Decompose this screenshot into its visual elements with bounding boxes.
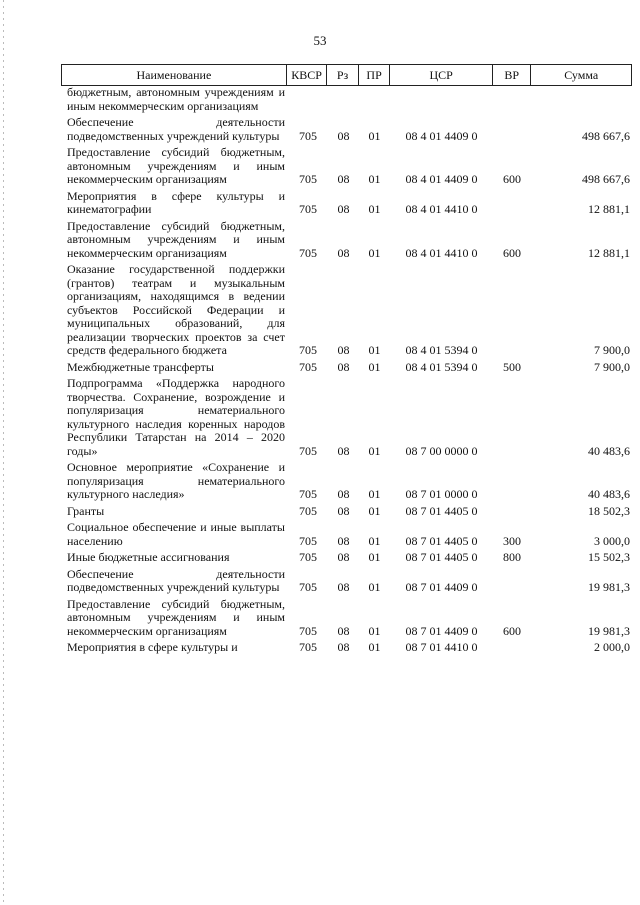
cell-kvsr: 705 bbox=[299, 640, 317, 654]
cell-sum: 19 981,3 bbox=[588, 623, 630, 638]
cell-rz: 08 bbox=[337, 443, 350, 458]
page-number: 53 bbox=[313, 33, 327, 48]
table-body bbox=[61, 86, 632, 655]
cell-vr bbox=[493, 505, 531, 519]
cell-name: Гранты bbox=[67, 503, 105, 518]
cell-kvsr: 705 bbox=[299, 580, 317, 594]
cell-name: Иные бюджетные ассигнования bbox=[67, 550, 230, 564]
cell-csr: 08 7 01 4405 0 bbox=[405, 550, 478, 564]
cell-sum: 15 502,3 bbox=[588, 550, 630, 564]
cell-vr: 500 bbox=[503, 359, 521, 374]
cell-rz: 08 bbox=[337, 503, 350, 518]
table-row bbox=[61, 568, 632, 595]
scan-edge-dots bbox=[3, 0, 4, 905]
cell-pr: 01 bbox=[368, 245, 381, 260]
cell-csr bbox=[390, 86, 493, 113]
cell-rz: 08 bbox=[337, 623, 350, 638]
cell-rz: 08 bbox=[337, 550, 350, 564]
cell-kvsr: 705 bbox=[299, 533, 317, 548]
cell-kvsr: 705 bbox=[299, 623, 317, 638]
cell-rz: 08 bbox=[337, 640, 350, 654]
cell-rz: 08 bbox=[337, 580, 350, 594]
cell-vr: 800 bbox=[503, 550, 521, 564]
cell-vr bbox=[493, 461, 531, 502]
cell-vr: 600 bbox=[503, 245, 521, 260]
cell-sum bbox=[531, 86, 632, 113]
cell-name: Предоставление субсидий бюджетным, автономным учреждениям и иным некоммерческим организациям bbox=[67, 218, 285, 260]
cell-vr bbox=[493, 263, 531, 358]
table-row bbox=[61, 461, 632, 502]
cell-pr: 01 bbox=[368, 640, 381, 654]
header-kvsr: КВСР bbox=[286, 65, 326, 85]
cell-name: Мероприятия в сфере культуры и кинематографии bbox=[67, 188, 285, 216]
cell-kvsr: 705 bbox=[299, 503, 317, 518]
cell-vr: 300 bbox=[503, 533, 521, 548]
cell-sum: 3 000,0 bbox=[594, 533, 630, 548]
cell-csr: 08 7 01 4409 0 bbox=[405, 623, 478, 638]
cell-kvsr: 705 bbox=[299, 359, 317, 374]
cell-sum: 40 483,6 bbox=[588, 487, 630, 501]
cell-kvsr bbox=[288, 86, 328, 113]
cell-name: Межбюджетные трансферты bbox=[67, 359, 214, 374]
header-sum: Сумма bbox=[530, 65, 631, 85]
cell-rz: 08 bbox=[337, 533, 350, 548]
cell-rz: 08 bbox=[337, 172, 350, 186]
table-row bbox=[61, 190, 632, 217]
cell-csr: 08 4 01 4409 0 bbox=[405, 128, 478, 143]
table-row bbox=[61, 220, 632, 261]
cell-vr: 600 bbox=[503, 172, 521, 186]
cell-pr bbox=[359, 86, 390, 113]
table-row bbox=[61, 116, 632, 143]
cell-sum: 12 881,1 bbox=[588, 245, 630, 260]
cell-sum: 2 000,0 bbox=[594, 640, 630, 654]
header-vr: ВР bbox=[492, 65, 530, 85]
cell-pr: 01 bbox=[368, 503, 381, 518]
cell-csr: 08 7 00 0000 0 bbox=[405, 443, 478, 458]
cell-vr bbox=[493, 377, 531, 458]
cell-kvsr: 705 bbox=[299, 550, 317, 564]
cell-name: Подпрограмма «Поддержка народного творчества. Сохранение, возрождение и популяризация нематериального культурного наследия коренных народов Республики Татарстан на 2014 – 2020 годы» bbox=[67, 376, 285, 458]
cell-sum: 40 483,6 bbox=[588, 443, 630, 458]
table-row bbox=[61, 263, 632, 358]
cell-vr bbox=[493, 86, 531, 113]
cell-kvsr: 705 bbox=[299, 128, 317, 143]
cell-pr: 01 bbox=[368, 359, 381, 374]
cell-rz: 08 bbox=[337, 245, 350, 260]
table-row bbox=[61, 521, 632, 548]
table-row bbox=[61, 361, 632, 375]
cell-rz: 08 bbox=[337, 128, 350, 143]
cell-csr: 08 4 01 5394 0 bbox=[405, 343, 478, 357]
cell-vr bbox=[493, 116, 531, 143]
cell-name: Основное мероприятие «Сохранение и популяризация нематериального культурного наследия» bbox=[67, 460, 285, 501]
cell-kvsr: 705 bbox=[299, 245, 317, 260]
cell-rz: 08 bbox=[337, 202, 350, 216]
table-header bbox=[61, 64, 632, 86]
cell-pr: 01 bbox=[368, 343, 381, 357]
cell-csr: 08 4 01 4409 0 bbox=[405, 172, 478, 186]
cell-name: Мероприятия в сфере культуры и bbox=[67, 640, 238, 654]
table-row bbox=[61, 598, 632, 639]
cell-kvsr: 705 bbox=[299, 487, 317, 501]
cell-pr: 01 bbox=[368, 202, 381, 216]
cell-vr bbox=[493, 568, 531, 595]
cell-pr: 01 bbox=[368, 550, 381, 564]
cell-name: Оказание государственной поддержки (грантов) театрам и музыкальным организациям, находящимся в ведении субъектов Российской Федерации и муниципальных образований, для реализации творческих проектов за счет средств федерального бюджета bbox=[67, 262, 285, 357]
cell-pr: 01 bbox=[368, 623, 381, 638]
cell-csr: 08 4 01 4410 0 bbox=[405, 202, 478, 216]
cell-name: Обеспечение деятельности подведомственных учреждений культуры bbox=[67, 115, 285, 143]
cell-pr: 01 bbox=[368, 580, 381, 594]
cell-rz: 08 bbox=[337, 487, 350, 501]
cell-sum: 498 667,6 bbox=[582, 128, 630, 143]
cell-csr: 08 4 01 4410 0 bbox=[405, 245, 478, 260]
cell-csr: 08 4 01 5394 0 bbox=[405, 359, 478, 374]
cell-vr: 600 bbox=[503, 623, 521, 638]
cell-kvsr: 705 bbox=[299, 343, 317, 357]
cell-pr: 01 bbox=[368, 533, 381, 548]
cell-vr bbox=[493, 641, 531, 655]
cell-pr: 01 bbox=[368, 487, 381, 501]
cell-sum: 7 900,0 bbox=[594, 343, 630, 357]
cell-pr: 01 bbox=[368, 172, 381, 186]
header-rz: Рз bbox=[326, 65, 358, 85]
cell-csr: 08 7 01 4405 0 bbox=[405, 503, 478, 518]
table-row bbox=[61, 146, 632, 187]
table-row bbox=[61, 377, 632, 458]
cell-name: Социальное обеспечение и иные выплаты населению bbox=[67, 520, 285, 548]
cell-name: Предоставление субсидий бюджетным, автономным учреждениям и иным некоммерческим организациям bbox=[67, 145, 285, 186]
header-name: Наименование bbox=[136, 67, 212, 82]
cell-kvsr: 705 bbox=[299, 443, 317, 458]
table-row bbox=[61, 551, 632, 565]
cell-name: бюджетным, автономным учреждениям и иным некоммерческим организациям bbox=[67, 85, 285, 113]
cell-sum: 7 900,0 bbox=[594, 359, 630, 374]
budget-table bbox=[61, 64, 632, 658]
cell-pr: 01 bbox=[368, 128, 381, 143]
header-csr: ЦСР bbox=[389, 65, 492, 85]
cell-csr: 08 7 01 4409 0 bbox=[405, 580, 478, 594]
cell-vr bbox=[493, 190, 531, 217]
cell-csr: 08 7 01 0000 0 bbox=[405, 487, 478, 501]
cell-sum: 498 667,6 bbox=[582, 172, 630, 186]
header-pr: ПР bbox=[358, 65, 390, 85]
cell-sum: 12 881,1 bbox=[588, 202, 630, 216]
table-row bbox=[61, 505, 632, 519]
cell-name: Предоставление субсидий бюджетным, автономным учреждениям и иным некоммерческим организациям bbox=[67, 596, 285, 638]
table-row bbox=[61, 86, 632, 113]
table-row bbox=[61, 641, 632, 655]
cell-kvsr: 705 bbox=[299, 172, 317, 186]
cell-rz: 08 bbox=[337, 343, 350, 357]
cell-pr: 01 bbox=[368, 443, 381, 458]
cell-rz: 08 bbox=[337, 359, 350, 374]
cell-csr: 08 7 01 4410 0 bbox=[405, 640, 478, 654]
cell-name: Обеспечение деятельности подведомственных учреждений культуры bbox=[67, 566, 285, 594]
cell-csr: 08 7 01 4405 0 bbox=[405, 533, 478, 548]
cell-sum: 18 502,3 bbox=[588, 503, 630, 518]
cell-sum: 19 981,3 bbox=[588, 580, 630, 594]
cell-kvsr: 705 bbox=[299, 202, 317, 216]
cell-rz bbox=[328, 86, 359, 113]
